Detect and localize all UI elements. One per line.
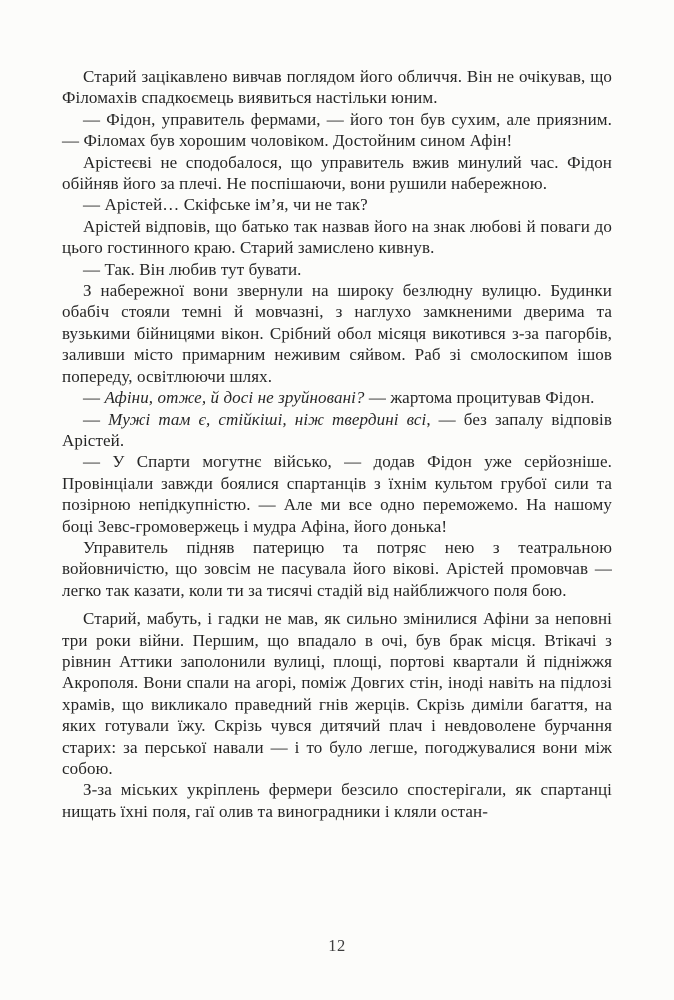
text-segment: Старий, мабуть, і гадки не мав, як сильно змінилися Афіни за неповні три роки війни. Першим, що впадало в очі, був брак місця. Втікачі з рівнин Аттики заполонили вулиці, площі, портові квартали й підніжжя Акрополя. Вони спали на агорі, поміж Довгих стін, іноді навіть на підлозі храмів, що викликало праведний гнів жерців. Скрізь диміли багаття, на яких готували їжу. Скрізь чувся дитячий плач і невдоволене бурчання старих: за перської навали — і то було легше, погоджувалися вони між собою.: [62, 609, 612, 778]
paragraph: [62, 608, 612, 779]
text-segment: — Арістей… Скіфське ім’я, чи не так?: [83, 195, 368, 215]
text-segment: Арістей відповів, що батько так назвав його на знак любові й поваги до цього гостинного краю. Старий замислено кивнув.: [62, 216, 612, 258]
paragraph: [62, 152, 612, 195]
text-segment: , — без запалу відповів Арістей.: [62, 409, 612, 450]
paragraph: [62, 451, 612, 537]
text-segment: З-за міських укріплень фермери безсило спостерігали, як спартанці нищать їхні поля, гаї олив та виноградники і кляли остан-: [62, 780, 612, 821]
text-segment: —: [83, 409, 109, 429]
paragraph: [62, 409, 612, 452]
text-segment: Арістеєві не сподобалося, що управитель вжив минулий час. Фідон обійняв його за плечі. Не поспішаючи, вони рушили набережною.: [62, 152, 612, 194]
text-segment: Управитель підняв патерицю та потряс нею з театральною войовничістю, що зовсім не пасувала його вікові. Арістей промовчав — легко так казати, коли ти за тисячі стадій від найближчого поля бою.: [62, 537, 612, 600]
paragraph: [62, 537, 612, 601]
text-segment: — У Спарти могутнє військо, — додав Фідон уже серйозніше. Провінціали завжди боялися спартанців з їхнім культом грубої сили та позірною непідкупністю. — Але ми все одно переможемо. На нашому боці Зевс-громовержець і мудра Афіна, його донька!: [62, 452, 612, 536]
paragraph: [62, 259, 612, 280]
text-block: [62, 66, 612, 822]
paragraph: [62, 216, 612, 259]
text-segment: —: [83, 388, 105, 408]
paragraph: [62, 387, 612, 408]
italic-text-segment: Мужі там є, стійкіші, ніж твердині всі: [108, 409, 427, 429]
page-number: 12: [328, 936, 346, 955]
paragraph: [62, 779, 612, 822]
text-segment: — Так. Він любив тут бувати.: [83, 259, 302, 279]
paragraph: [62, 280, 612, 387]
text-segment: Старий зацікавлено вивчав поглядом його обличчя. Він не очікував, що Філомахів спадкоємець виявиться настільки юним.: [62, 67, 612, 108]
paragraph: [62, 66, 612, 109]
text-segment: З набережної вони звернули на широку безлюдну вулицю. Будинки обабіч стояли темні й мовчазні, з наглухо замкненими дверима та вузькими бійницями вікон. Срібний обол місяця викотився з-за пагорбів, заливши місто примарним неживим сяйвом. Раб зі смолоскипом ішов попереду, освітлюючи шлях.: [62, 281, 612, 386]
italic-text-segment: Афіни, отже, й досі не зруйновані?: [104, 388, 365, 408]
paragraph: [62, 109, 612, 152]
paragraph: [62, 194, 612, 215]
text-segment: — Фідон, управитель фермами, — його тон був сухим, але приязним. — Філомах був хорошим чоловіком. Достойним сином Афін!: [62, 109, 612, 151]
text-segment: — жартома процитував Фідон.: [364, 388, 595, 408]
